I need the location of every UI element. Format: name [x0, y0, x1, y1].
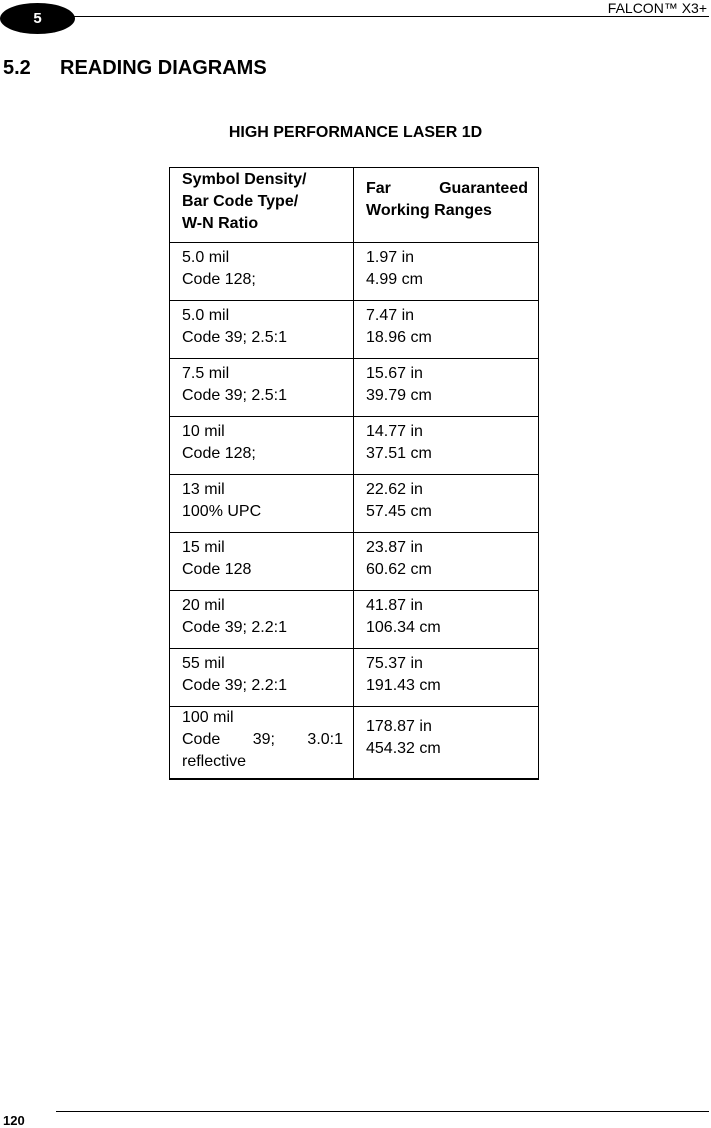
density-value: 55 mil — [182, 655, 225, 672]
range-cell — [354, 707, 539, 780]
density-value: 7.5 mil — [182, 365, 230, 382]
density-value: 5.0 mil — [182, 307, 230, 324]
density-value: 10 mil — [182, 423, 225, 440]
table-row — [170, 591, 539, 649]
symbol-cell — [170, 591, 354, 649]
header-rule — [40, 16, 709, 17]
symbol-cell — [170, 359, 354, 417]
range-inches: 1.97 in — [366, 249, 415, 266]
range-inches: 178.87 in — [366, 718, 432, 735]
reading-ranges-table — [169, 167, 539, 780]
range-cm: 18.96 cm — [366, 329, 432, 346]
range-cm: 4.99 cm — [366, 271, 423, 288]
running-header-title: FALCON™ X3+ — [607, 0, 707, 16]
range-inches: 7.47 in — [366, 307, 415, 324]
range-inches: 14.77 in — [366, 423, 423, 440]
table-row — [170, 475, 539, 533]
range-inches: 41.87 in — [366, 597, 423, 614]
chapter-badge: 5 — [0, 3, 75, 34]
range-cell — [354, 475, 539, 533]
range-inches: 22.62 in — [366, 481, 423, 498]
range-cell — [354, 533, 539, 591]
symbol-cell — [170, 301, 354, 359]
code-type-value: Code 39; 2.2:1 — [182, 619, 287, 636]
table-row — [170, 533, 539, 591]
symbol-cell — [170, 707, 354, 780]
table-row — [170, 359, 539, 417]
code-type-value: Code 128; — [182, 271, 256, 288]
density-value: 100 mil — [182, 709, 234, 726]
code-type-note: reflective — [182, 753, 247, 770]
table-header-row — [170, 168, 539, 243]
symbol-cell — [170, 243, 354, 301]
code-type-value: Code 128 — [182, 561, 252, 578]
header-symbol-density: Symbol Density/ Bar Code Type/ W-N Ratio — [170, 168, 354, 243]
section-title: READING DIAGRAMS — [60, 57, 267, 79]
symbol-cell — [170, 533, 354, 591]
table-title: HIGH PERFORMANCE LASER 1D — [228, 124, 483, 141]
range-cm: 454.32 cm — [366, 740, 441, 757]
range-cell — [354, 649, 539, 707]
density-value: 15 mil — [182, 539, 225, 556]
section-number: 5.2 — [3, 57, 31, 79]
range-inches: 75.37 in — [366, 655, 423, 672]
range-cm: 191.43 cm — [366, 677, 441, 694]
range-cm: 106.34 cm — [366, 619, 441, 636]
range-cell — [354, 301, 539, 359]
range-inches: 15.67 in — [366, 365, 423, 382]
table-row — [170, 243, 539, 301]
density-value: 20 mil — [182, 597, 225, 614]
range-cell — [354, 243, 539, 301]
range-cm: 37.51 cm — [366, 445, 432, 462]
code-type-value: Code 128; — [182, 445, 256, 462]
table-row — [170, 707, 539, 780]
code-type-value: Code 39; 3.0:1 — [182, 731, 343, 748]
symbol-cell — [170, 649, 354, 707]
section-heading — [3, 57, 267, 80]
range-cell — [354, 359, 539, 417]
range-cm: 60.62 cm — [366, 561, 432, 578]
range-cell — [354, 591, 539, 649]
table-row — [170, 649, 539, 707]
code-type-value: Code 39; 2.2:1 — [182, 677, 287, 694]
footer-rule — [56, 1111, 709, 1112]
code-type-value: 100% UPC — [182, 503, 262, 520]
range-cm: 39.79 cm — [366, 387, 432, 404]
table-row — [170, 301, 539, 359]
code-type-value: Code 39; 2.5:1 — [182, 387, 287, 404]
range-cm: 57.45 cm — [366, 503, 432, 520]
table-row — [170, 417, 539, 475]
symbol-cell — [170, 475, 354, 533]
density-value: 5.0 mil — [182, 249, 230, 266]
range-inches: 23.87 in — [366, 539, 423, 556]
header-working-ranges: Far Guaranteed Working Ranges — [354, 168, 539, 243]
density-value: 13 mil — [182, 481, 225, 498]
symbol-cell — [170, 417, 354, 475]
page-number: 120 — [3, 1113, 25, 1128]
range-cell — [354, 417, 539, 475]
code-type-value: Code 39; 2.5:1 — [182, 329, 287, 346]
